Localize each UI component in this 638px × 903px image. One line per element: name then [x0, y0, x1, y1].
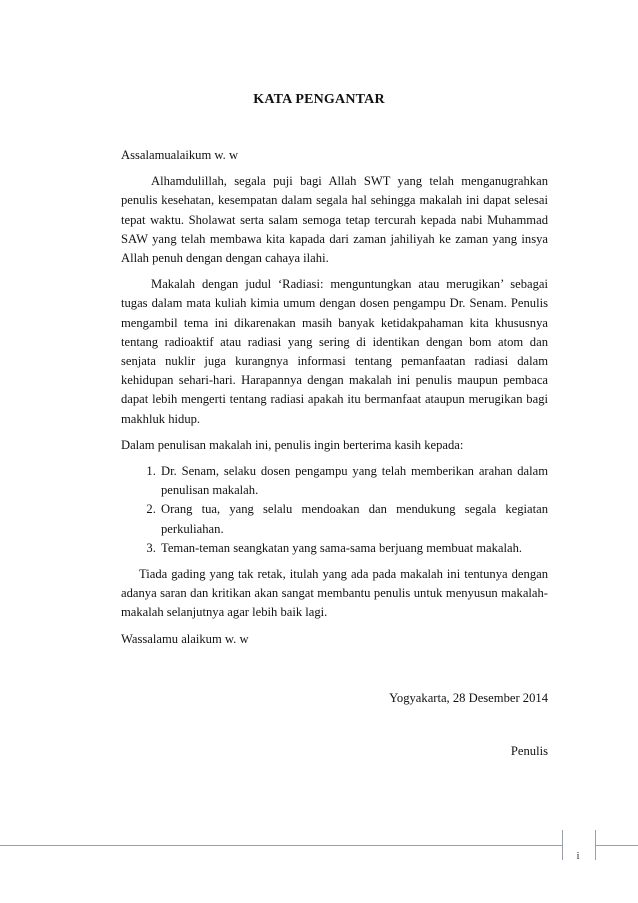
- signature: Penulis: [510, 744, 548, 759]
- thanks-intro: Dalam penulisan makalah ini, penulis ingin berterima kasih kepada:: [121, 437, 464, 452]
- page-number: i: [576, 850, 580, 862]
- farewell: Wassalamu alaikum w. w: [121, 631, 249, 646]
- document-body: [121, 146, 548, 761]
- list-item: 1. Dr. Senam, selaku dosen pengampu yang telah memberikan arahan dalam penulisan makalah.: [159, 462, 548, 500]
- page-title: KATA PENGANTAR: [253, 92, 385, 107]
- paragraph-1: Alhamdulillah, segala puji bagi Allah SWT yang telah menganugrahkan penulis kesehatan, kesempatan dalam segala hal sehingga makalah ini dapat selesai tepat waktu. Sholawat serta salam semoga tetap tercurah kepada nabi Muhammad SAW yang telah membawa kita kapada dari zaman jahiliyah ke zaman yang insya Allah penuh dengan dengan cahaya ilahi.: [121, 174, 548, 266]
- list-item: 3. Teman-teman seangkatan yang sama-sama berjuang membuat makalah.: [159, 539, 548, 558]
- closing-paragraph: Tiada gading yang tak retak, itulah yang ada pada makalah ini tentunya dengan adanya saran dan kritikan akan sangat membantu penulis untuk menyusun makalah-makalah selanjutnya agar lebih baik lagi.: [121, 567, 548, 620]
- paragraph-2: Makalah dengan judul ‘Radiasi: menguntungkan atau merugikan’ sebagai tugas dalam mata kuliah kimia umum dengan dosen pengampu Dr. Senam. Penulis mengambil tema ini dikarenakan masih banyak ketidakpahaman kita khususnya tentang radioaktif atau radiasi yang sering di identikan dengan bom atom dan senjata nuklir juga kurangnya informasi tentang pemanfaatan radiasi dalam kehidupan sehari-hari. Harapannya dengan makalah ini penulis maupun pembaca dapat lebih mengerti tentang radiasi apakah itu bermanfaat ataupun merugikan bagi makhluk hidup.: [121, 277, 548, 426]
- place-date: Yogyakarta, 28 Desember 2014: [389, 690, 548, 705]
- list-item: 2. Orang tua, yang selalu mendoakan dan mendukung segala kegiatan perkuliahan.: [159, 500, 548, 538]
- greeting: Assalamualaikum w. w: [121, 148, 239, 162]
- footer-rule: [0, 845, 638, 846]
- thanks-list: [121, 462, 548, 558]
